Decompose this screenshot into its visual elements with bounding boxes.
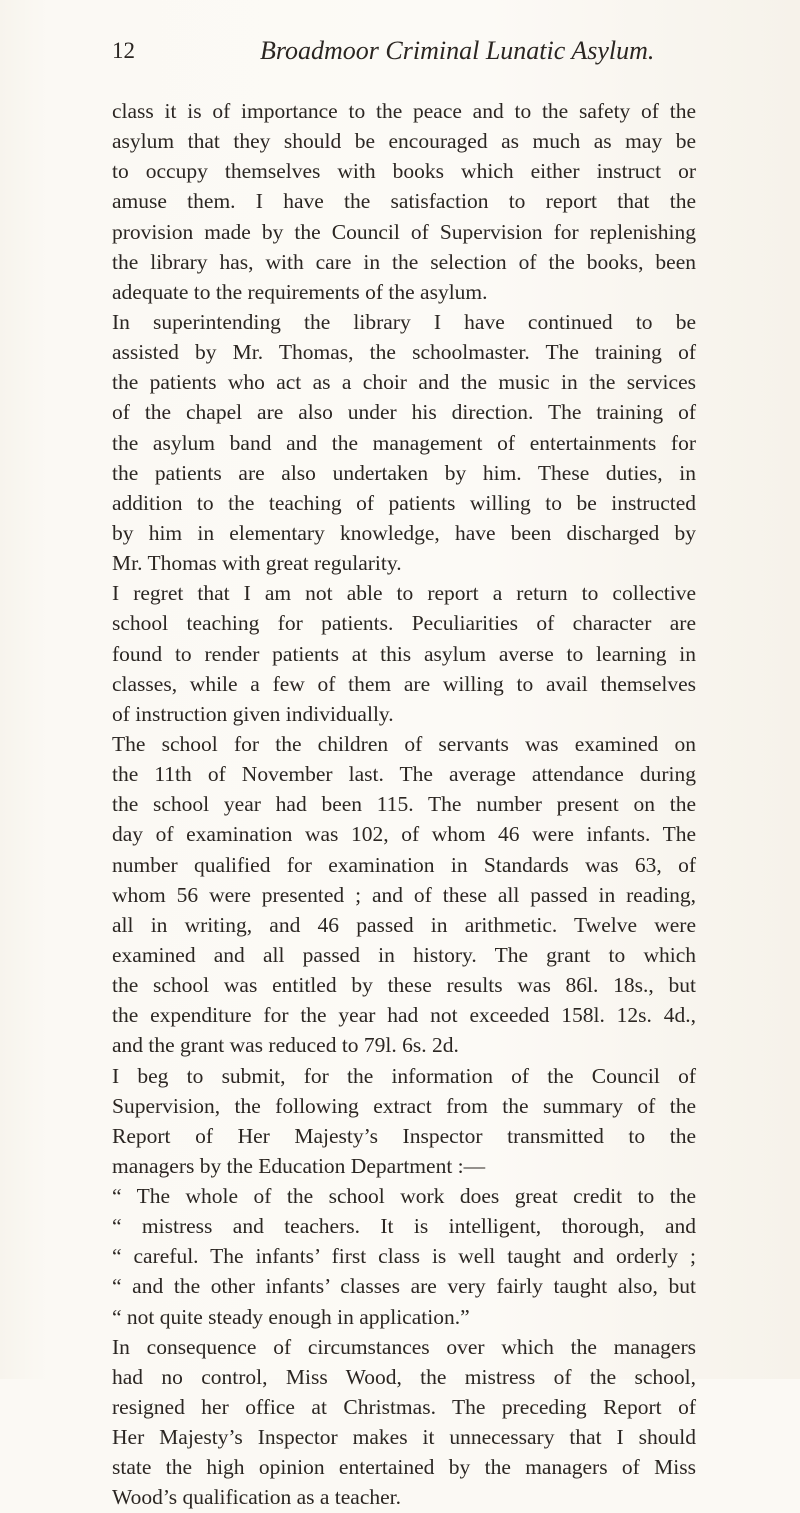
text-line: Supervision, the following extract from the summary of the	[112, 1093, 696, 1118]
text-line: “ not quite steady enough in application.”	[112, 1304, 470, 1329]
text-line: provision made by the Council of Supervision for replenishing	[112, 219, 696, 244]
text-line: the expenditure for the year had not exceeded 158l. 12s. 4d.,	[112, 1003, 696, 1028]
text-line: to occupy themselves with books which either instruct or	[112, 159, 696, 184]
text-line: Mr. Thomas with great regularity.	[112, 551, 402, 576]
text-line: the school year had been 115. The number present on the	[112, 792, 696, 817]
text-line: I beg to submit, for the information of the Council of	[112, 1063, 696, 1088]
text-line: of the chapel are also under his direction. The training of	[112, 400, 696, 425]
text-line: of instruction given individually.	[112, 701, 394, 726]
text-line: classes, while a few of them are willing to avail themselves	[112, 671, 696, 696]
text-line: whom 56 were presented ; and of these all passed in reading,	[112, 882, 696, 907]
text-line: and the grant was reduced to 79l. 6s. 2d.	[112, 1033, 459, 1058]
text-line: Wood’s qualification as a teacher.	[112, 1485, 402, 1510]
text-line: addition to the teaching of patients willing to be instructed	[112, 490, 696, 515]
text-line: “ and the other infants’ classes are very fairly taught also, but	[112, 1274, 696, 1299]
text-line: class it is of importance to the peace and to the safety of the	[112, 99, 696, 123]
text-line: “ mistress and teachers. It is intelligent, thorough, and	[112, 1214, 696, 1239]
text-line: I regret that I am not able to report a return to collective	[112, 581, 696, 606]
text-line: all in writing, and 46 passed in arithmetic. Twelve were	[112, 912, 696, 937]
text-line: The school for the children of servants was examined on	[112, 731, 696, 756]
text-line: amuse them. I have the satisfaction to report that the	[112, 189, 696, 214]
running-title: Broadmoor Criminal Lunatic Asylum.	[260, 36, 655, 65]
text-line: school teaching for patients. Peculiarities of character are	[112, 611, 696, 636]
text-line: day of examination was 102, of whom 46 were infants. The	[112, 822, 696, 847]
text-line: resigned her office at Christmas. The preceding Report of	[112, 1395, 696, 1420]
text-line: the patients are also undertaken by him. These duties, in	[112, 460, 696, 485]
page-header	[112, 34, 698, 70]
text-line: the asylum band and the management of entertainments for	[112, 430, 696, 455]
text-line: In consequence of circumstances over which the managers	[112, 1334, 696, 1359]
text-line: the library has, with care in the selection of the books, been	[112, 249, 696, 274]
page-number: 12	[112, 38, 135, 63]
text-line: asylum that they should be encouraged as much as may be	[112, 129, 696, 154]
body-text	[112, 96, 696, 1513]
text-line: In superintending the library I have continued to be	[112, 309, 696, 334]
text-line: the school was entitled by these results was 86l. 18s., but	[112, 973, 696, 998]
text-line: found to render patients at this asylum averse to learning in	[112, 641, 696, 666]
text-line: assisted by Mr. Thomas, the schoolmaster. The training of	[112, 340, 696, 365]
text-line: state the high opinion entertained by the managers of Miss	[112, 1455, 696, 1480]
text-line: “ careful. The infants’ first class is well taught and orderly ;	[112, 1244, 696, 1269]
text-line: by him in elementary knowledge, have been discharged by	[112, 520, 696, 545]
text-line: Her Majesty’s Inspector makes it unnecessary that I should	[112, 1425, 696, 1450]
text-line: adequate to the requirements of the asylum.	[112, 279, 488, 304]
text-line: “ The whole of the school work does great credit to the	[112, 1184, 696, 1209]
text-line: examined and all passed in history. The grant to which	[112, 942, 696, 967]
text-line: had no control, Miss Wood, the mistress of the school,	[112, 1364, 696, 1389]
text-line: Report of Her Majesty’s Inspector transmitted to the	[112, 1123, 696, 1148]
text-line: the patients who act as a choir and the music in the services	[112, 370, 696, 395]
text-line: the 11th of November last. The average attendance during	[112, 762, 696, 787]
text-line: number qualified for examination in Standards was 63, of	[112, 852, 696, 877]
text-line: managers by the Education Department :—	[112, 1153, 486, 1178]
